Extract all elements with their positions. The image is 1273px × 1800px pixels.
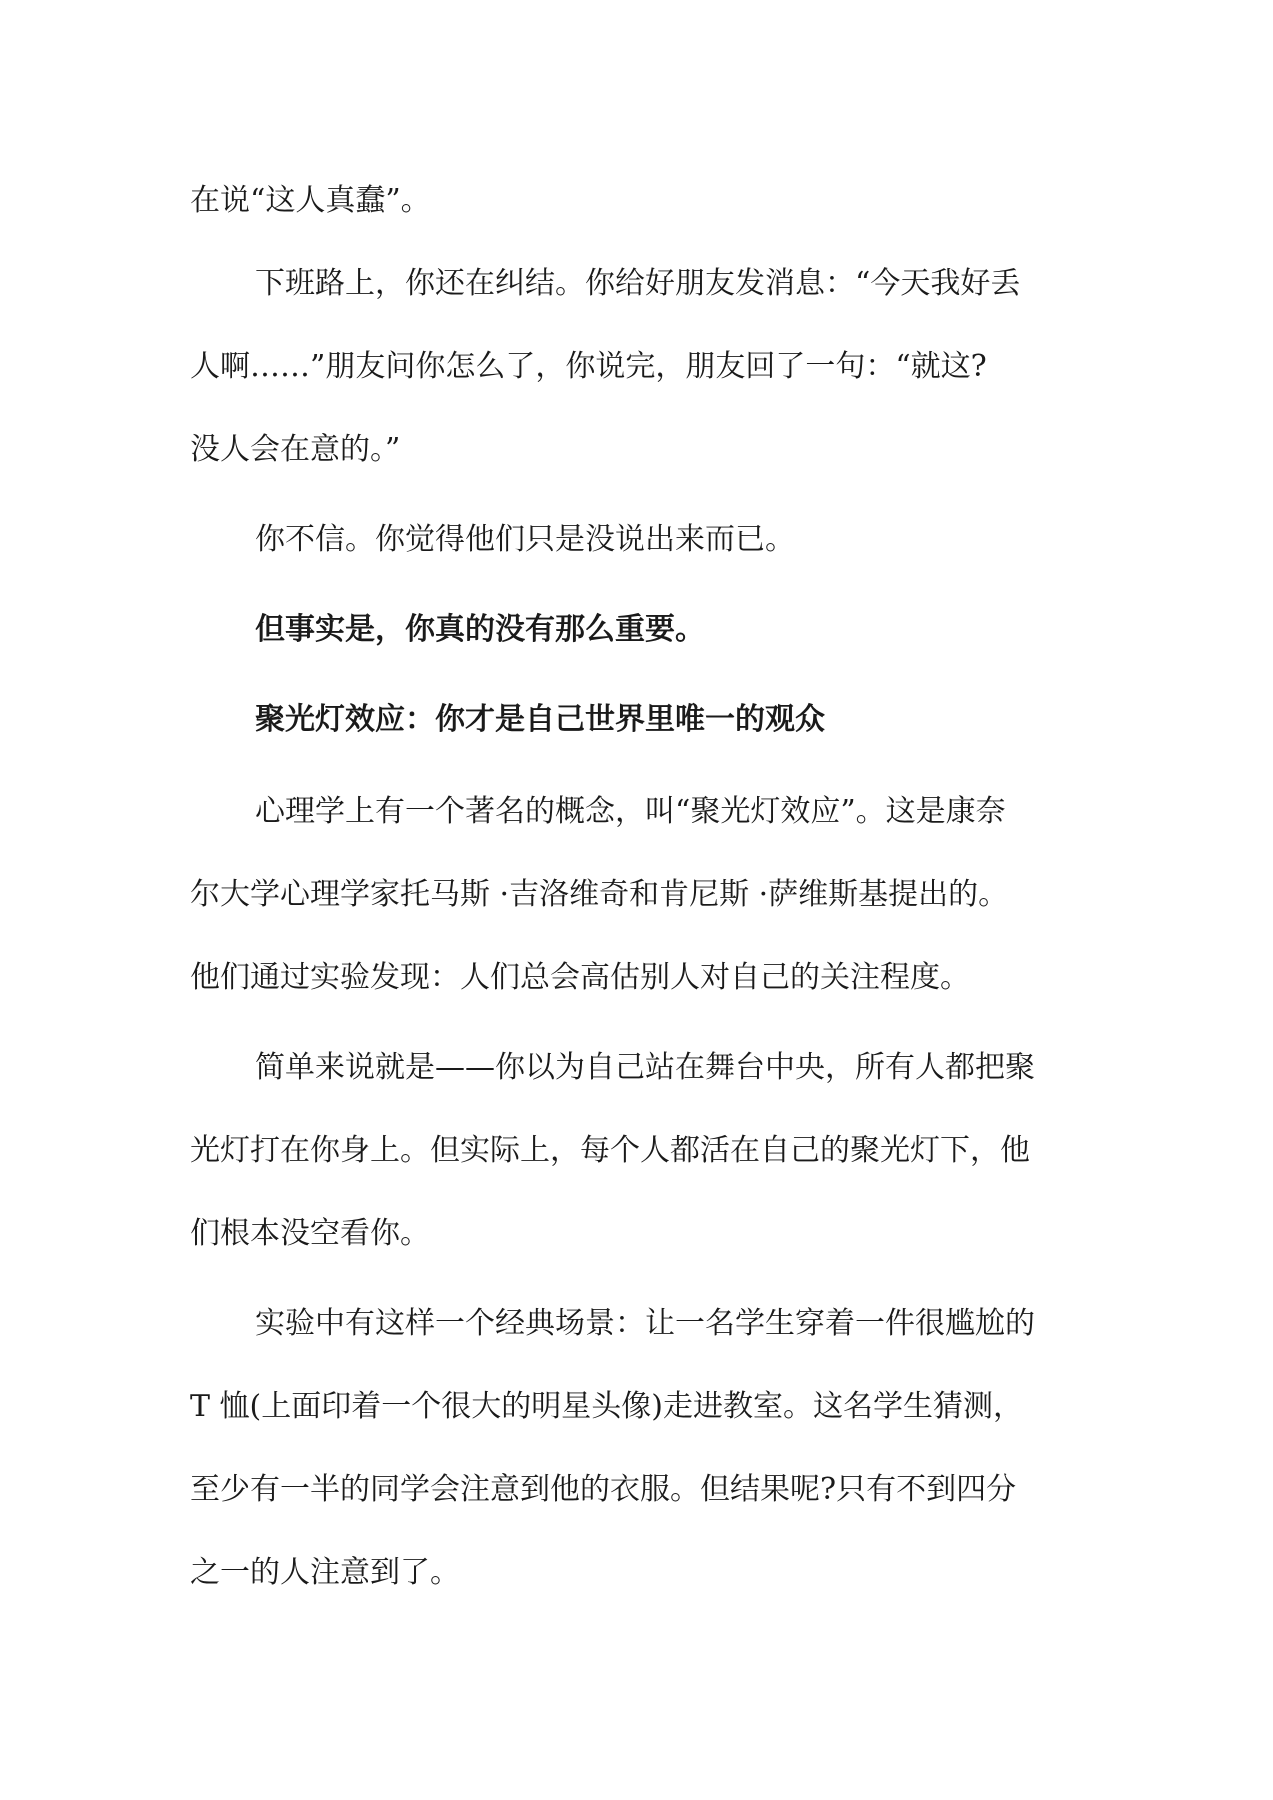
emphasis-line: 但事实是，你真的没有那么重要。 [255, 612, 705, 647]
text-line: 你不信。你觉得他们只是没说出来而已。 [255, 522, 795, 557]
text-line: 没人会在意的。” [190, 432, 401, 467]
text-line: 人啊……”朋友问你怎么了，你说完，朋友回了一句：“就这? [190, 349, 987, 384]
text-line: 们根本没空看你。 [190, 1216, 430, 1251]
text-line: 简单来说就是——你以为自己站在舞台中央，所有人都把聚 [255, 1050, 1035, 1085]
text-line: 他们通过实验发现：人们总会高估别人对自己的关注程度。 [190, 960, 970, 995]
text-line: 下班路上，你还在纠结。你给好朋友发消息：“今天我好丢 [255, 266, 1021, 301]
text-line: T 恤(上面印着一个很大的明星头像)走进教室。这名学生猜测， [190, 1389, 1023, 1424]
text-line: 之一的人注意到了。 [190, 1555, 460, 1590]
text-line: 在说“这人真蠢”。 [190, 183, 431, 218]
text-line: 心理学上有一个著名的概念，叫“聚光灯效应”。这是康奈 [255, 794, 1006, 829]
text-line: 至少有一半的同学会注意到他的衣服。但结果呢?只有不到四分 [190, 1472, 1017, 1507]
text-line: 尔大学心理学家托马斯 ·吉洛维奇和肯尼斯 ·萨维斯基提出的。 [190, 877, 1009, 912]
section-heading: 聚光灯效应：你才是自己世界里唯一的观众 [255, 702, 825, 737]
text-line: 实验中有这样一个经典场景：让一名学生穿着一件很尴尬的 [255, 1306, 1035, 1341]
text-line: 光灯打在你身上。但实际上，每个人都活在自己的聚光灯下，他 [190, 1133, 1030, 1168]
